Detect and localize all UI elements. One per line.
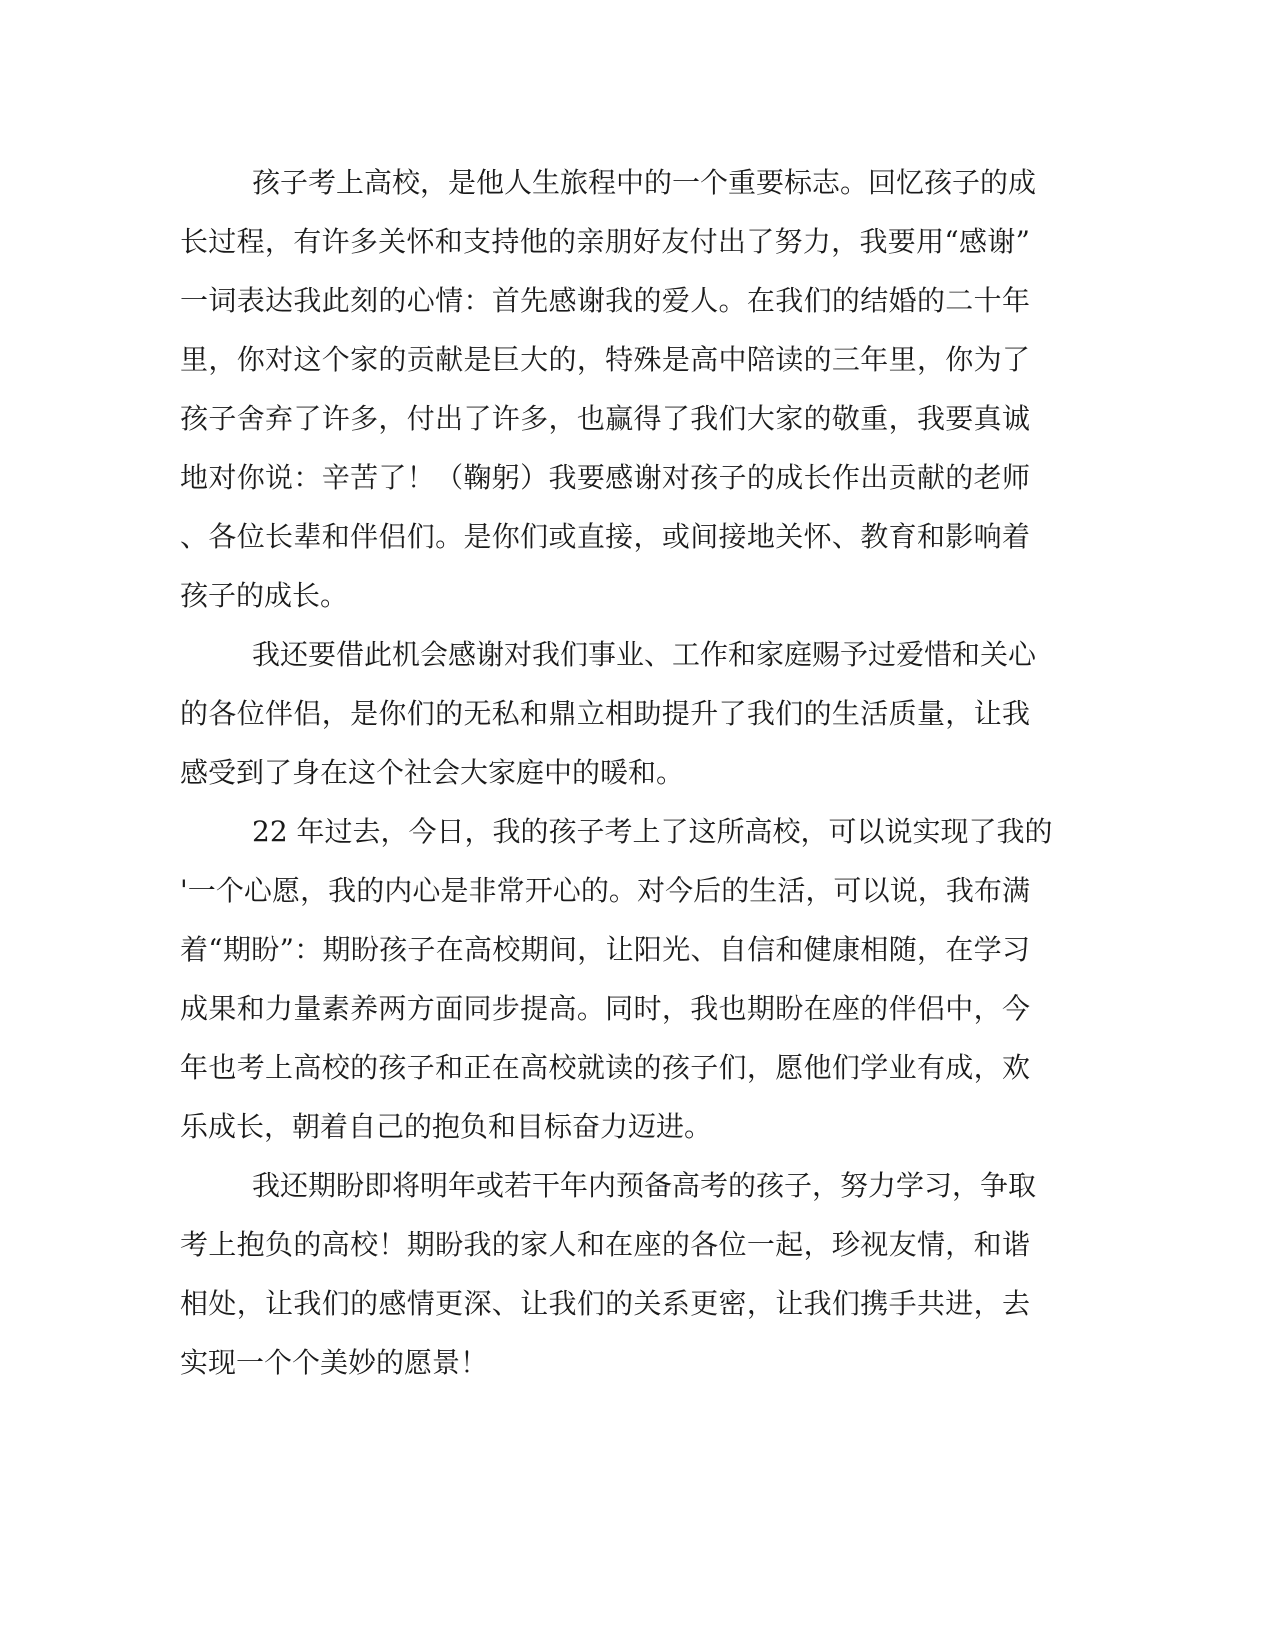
- paragraph-line: 年也考上高校的孩子和正在高校就读的孩子们，愿他们学业有成，欢: [180, 1051, 1030, 1084]
- paragraph-line: 22 年过去，今日，我的孩子考上了这所高校，可以说实现了我的: [252, 815, 1053, 848]
- paragraph-line: 相处，让我们的感情更深、让我们的关系更密，让我们携手共进，去: [180, 1287, 1030, 1320]
- paragraph-line: 孩子舍弃了许多，付出了许多，也赢得了我们大家的敬重，我要真诚: [180, 402, 1030, 435]
- paragraph-line: 孩子考上高校，是他人生旅程中的一个重要标志。回忆孩子的成: [252, 166, 1037, 199]
- paragraph-line: 成果和力量素养两方面同步提高。同时，我也期盼在座的伴侣中，今: [180, 992, 1030, 1025]
- paragraph-line: 、各位长辈和伴侣们。是你们或直接，或间接地关怀、教育和影响着: [180, 520, 1030, 553]
- paragraph-line: 孩子的成长。: [180, 579, 349, 612]
- paragraph-line: 乐成长，朝着自己的抱负和目标奋力迈进。: [180, 1110, 713, 1143]
- paragraph-line: 着“期盼”：期盼孩子在高校期间，让阳光、自信和健康相随，在学习: [180, 933, 1030, 966]
- paragraph-line: 地对你说：辛苦了！（鞠躬）我要感谢对孩子的成长作出贡献的老师: [180, 461, 1030, 494]
- paragraph-line: '一个心愿，我的内心是非常开心的。对今后的生活，可以说，我布满: [180, 874, 1030, 907]
- paragraph-line: 实现一个个美妙的愿景！: [180, 1346, 489, 1379]
- paragraph-line: 我还期盼即将明年或若干年内预备高考的孩子，努力学习，争取: [252, 1169, 1037, 1202]
- paragraph-line: 考上抱负的高校！期盼我的家人和在座的各位一起，珍视友情，和谐: [180, 1228, 1030, 1261]
- paragraph-line: 一词表达我此刻的心情：首先感谢我的爱人。在我们的结婚的二十年: [180, 284, 1030, 317]
- paragraph-line: 长过程，有许多关怀和支持他的亲朋好友付出了努力，我要用“感谢”: [180, 225, 1030, 258]
- paragraph-line: 的各位伴侣，是你们的无私和鼎立相助提升了我们的生活质量，让我: [180, 697, 1030, 730]
- paragraph-line: 感受到了身在这个社会大家庭中的暖和。: [180, 756, 685, 789]
- paragraph-line: 我还要借此机会感谢对我们事业、工作和家庭赐予过爱惜和关心: [252, 638, 1037, 671]
- paragraph-line: 里，你对这个家的贡献是巨大的，特殊是高中陪读的三年里，你为了: [180, 343, 1030, 376]
